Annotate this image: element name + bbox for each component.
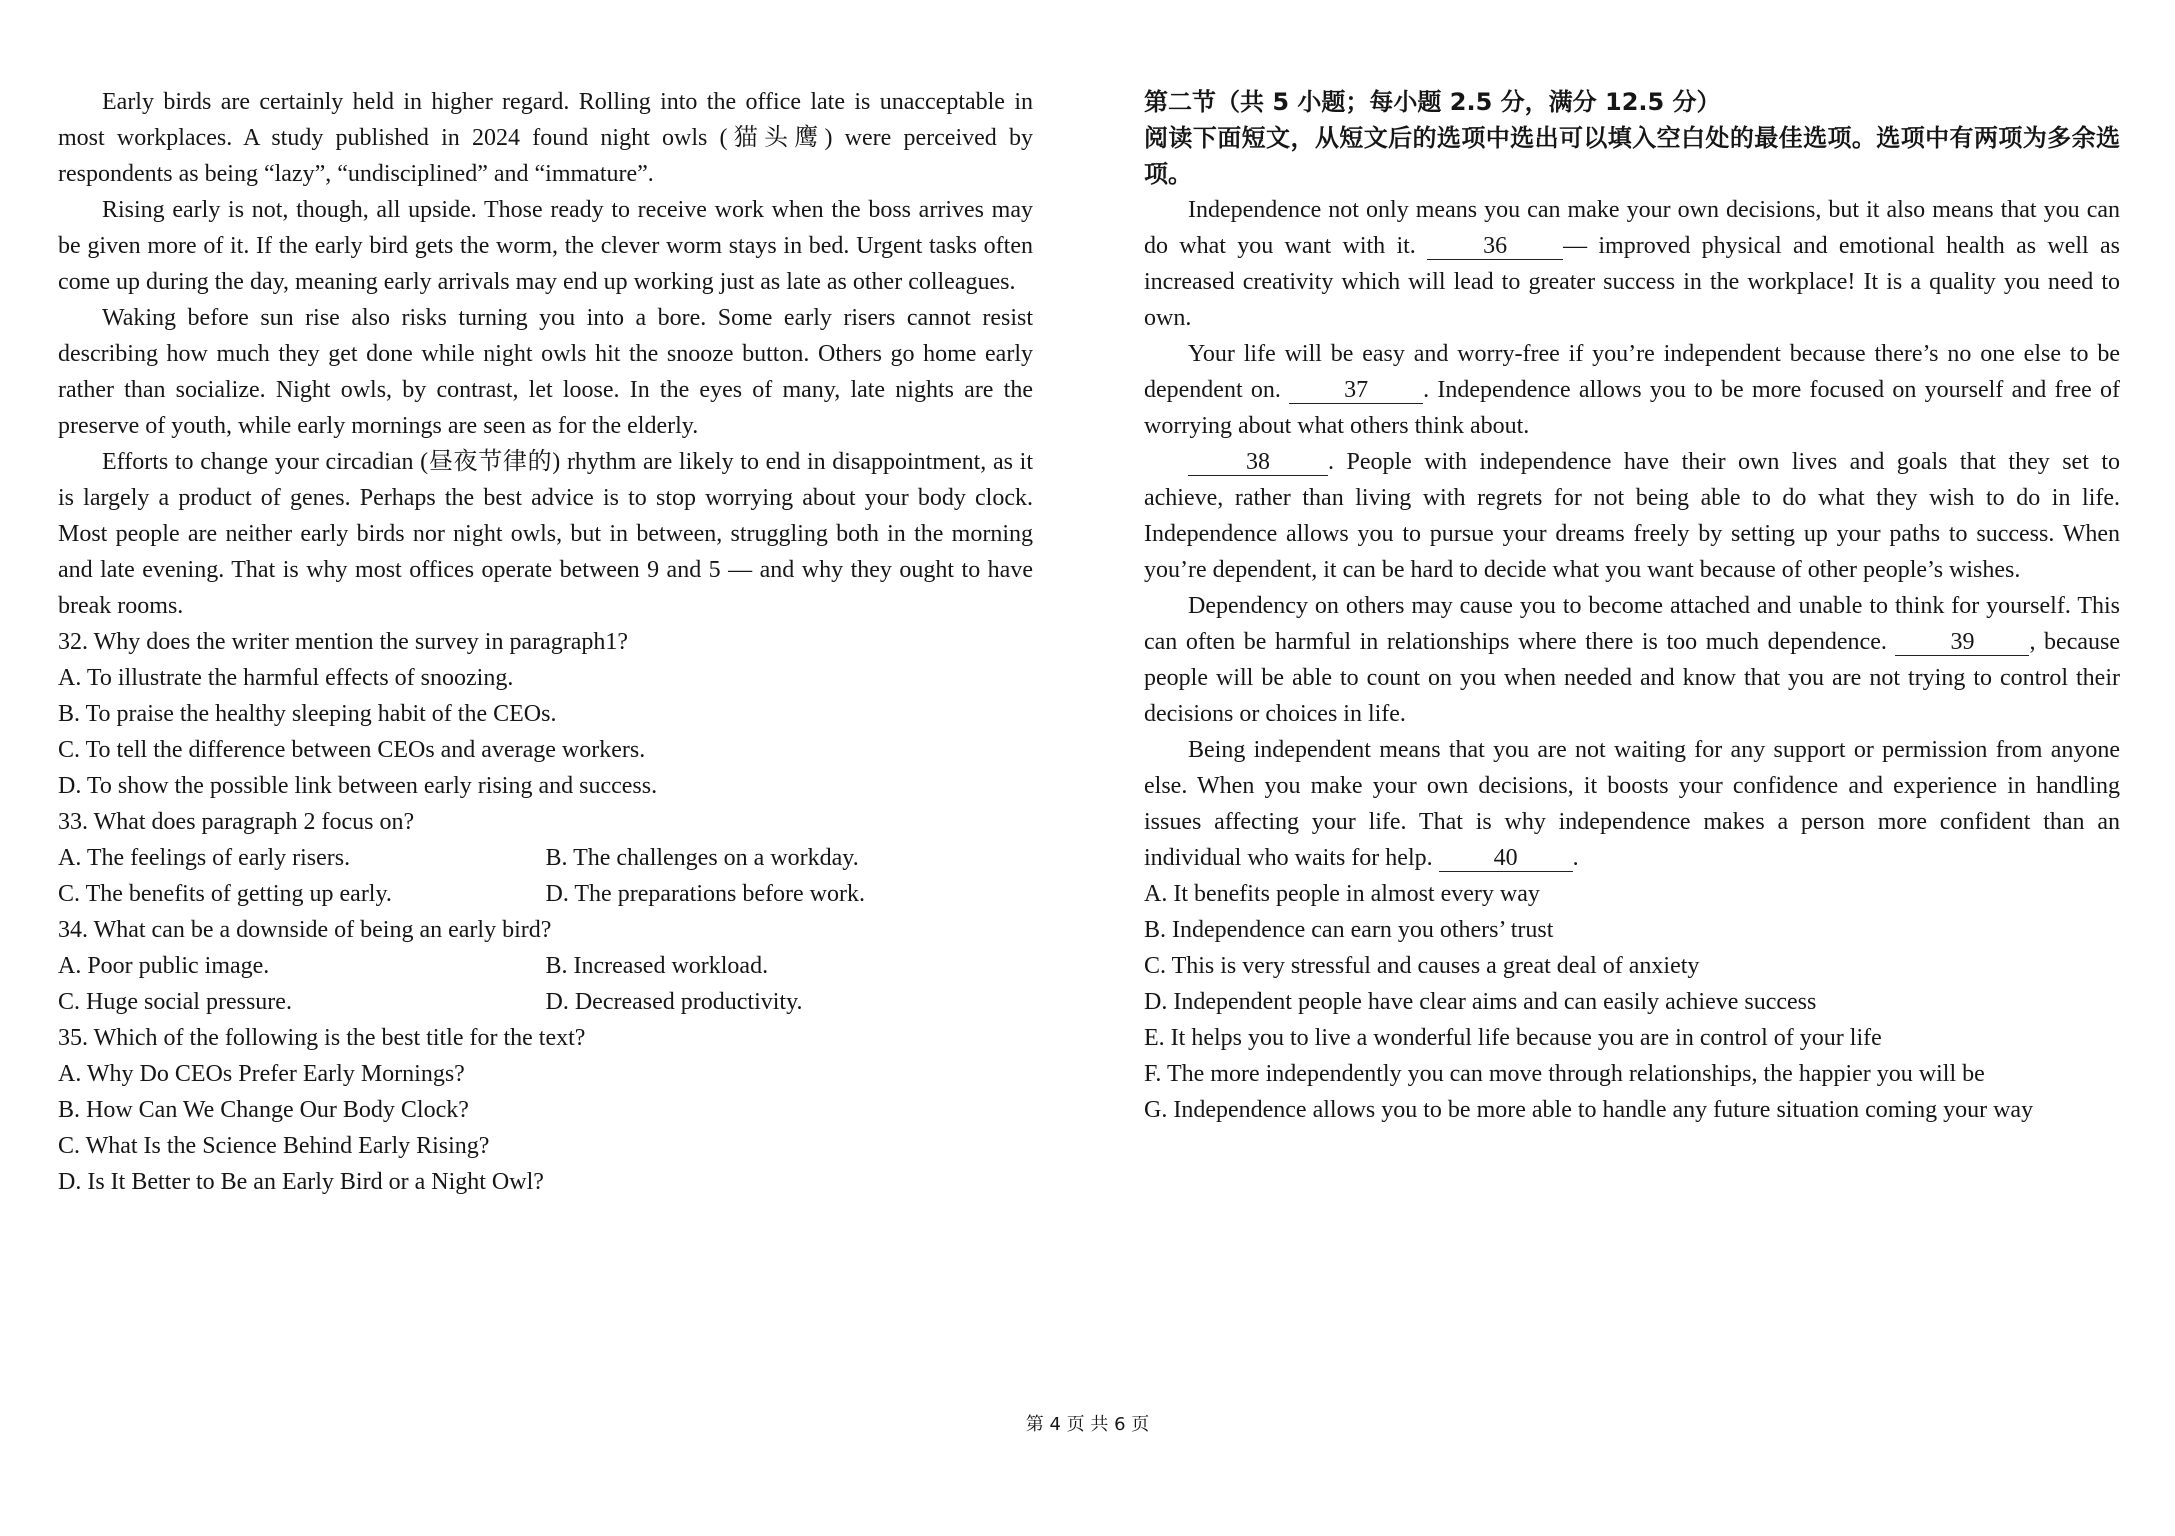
paragraph-text: . bbox=[1572, 845, 1579, 871]
option-c: C. What Is the Science Behind Early Rising? bbox=[58, 1133, 490, 1159]
paragraph-text: , because people will be able to count on you when needed and know that you are not trying to control their decisions or choices in life. bbox=[1144, 629, 2121, 727]
question-stem: 34. What can be a downside of being an early bird? bbox=[58, 917, 552, 943]
option-c: C. This is very stressful and causes a great deal of anxiety bbox=[1144, 953, 1700, 979]
option-c: C. Huge social pressure. bbox=[58, 989, 292, 1015]
question-34 bbox=[58, 912, 1033, 1020]
cloze-paragraph-2 bbox=[1144, 336, 2120, 444]
section-title: 第二节（共 5 小题；每小题 2.5 分，满分 12.5 分） bbox=[1144, 88, 1721, 116]
question-33 bbox=[58, 804, 1033, 912]
paragraph-text: Independence not only means you can make your own decisions, but it also means that you can do what you want with it. bbox=[1144, 197, 2120, 259]
cloze-paragraph-1 bbox=[1144, 192, 2120, 336]
option-b: B. To praise the healthy sleeping habit of the CEOs. bbox=[58, 701, 557, 727]
question-32 bbox=[58, 624, 1033, 804]
option-a: A. It benefits people in almost every way bbox=[1144, 881, 1540, 907]
option-b: B. Independence can earn you others’ trust bbox=[1144, 917, 1554, 943]
option-a: A. To illustrate the harmful effects of snoozing. bbox=[58, 665, 514, 691]
passage-paragraph: Efforts to change your circadian (昼夜节律的) rhythm are likely to end in disappointment, as it is largely a product of genes. Perhaps the best advice is to stop worrying about your body clock. Most people are neither early birds nor night owls, but in between, struggling both in the morning and late evening. That is why most offices operate between 9 and 5 — and why they ought to have break rooms. bbox=[58, 449, 1033, 619]
option-a: A. Why Do CEOs Prefer Early Mornings? bbox=[58, 1061, 465, 1087]
passage-paragraph: Waking before sun rise also risks turning you into a bore. Some early risers cannot resist describing how much they get done while night owls hit the snooze button. Others go home early rather than socialize. Night owls, by contrast, let loose. In the eyes of many, late nights are the preserve of youth, while early mornings are seen as for the elderly. bbox=[58, 305, 1033, 439]
cloze-paragraph-3 bbox=[1144, 444, 2120, 588]
option-d: D. Is It Better to Be an Early Bird or a Night Owl? bbox=[58, 1169, 544, 1195]
option-b: B. How Can We Change Our Body Clock? bbox=[58, 1097, 469, 1123]
passage-paragraph: Rising early is not, though, all upside. Those ready to receive work when the boss arrives may be given more of it. If the early bird gets the worm, the clever worm stays in bed. Urgent tasks often come up during the day, meaning early arrivals may end up working just as late as other colleagues. bbox=[58, 197, 1033, 295]
option-d: D. Independent people have clear aims and can easily achieve success bbox=[1144, 989, 1817, 1015]
cloze-paragraph-4 bbox=[1144, 588, 2120, 732]
paragraph-text: Your life will be easy and worry-free if you’re independent because there’s no one else to be dependent on. bbox=[1144, 341, 2120, 403]
option-b: B. The challenges on a workday. bbox=[545, 845, 859, 871]
answer-options bbox=[1144, 876, 2120, 1128]
passage-paragraph: Early birds are certainly held in higher regard. Rolling into the office late is unacceptable in most workplaces. A study published in 2024 found night owls (猫头鹰) were perceived by respondents as being “lazy”, “undisciplined” and “immature”. bbox=[58, 89, 1033, 187]
option-c: C. To tell the difference between CEOs and average workers. bbox=[58, 737, 646, 763]
paragraph-text: — improved physical and emotional health as well as increased creativity which will lead to greater success in the workplace! It is a quality you need to own. bbox=[1144, 233, 2120, 331]
left-column bbox=[58, 84, 1033, 1200]
option-d: D. To show the possible link between early rising and success. bbox=[58, 773, 658, 799]
option-c: C. The benefits of getting up early. bbox=[58, 881, 392, 907]
option-d: D. Decreased productivity. bbox=[545, 989, 803, 1015]
question-stem: 33. What does paragraph 2 focus on? bbox=[58, 809, 415, 835]
paragraph-text: Dependency on others may cause you to become attached and unable to think for yourself. This can often be harmful in relationships where there is too much dependence. bbox=[1144, 593, 2120, 655]
option-g: G. Independence allows you to be more able to handle any future situation coming your way bbox=[1144, 1097, 2034, 1123]
option-e: E. It helps you to live a wonderful life because you are in control of your life bbox=[1144, 1025, 1882, 1051]
paragraph-text: . Independence allows you to be more focused on yourself and free of worrying about what others think about. bbox=[1144, 377, 2121, 439]
section-instructions: 阅读下面短文，从短文后的选项中选出可以填入空白处的最佳选项。选项中有两项为多余选项。 bbox=[1144, 124, 2120, 188]
option-f: F. The more independently you can move through relationships, the happier you will be bbox=[1144, 1061, 1985, 1087]
blank-36: 36 bbox=[1427, 233, 1563, 260]
blank-37: 37 bbox=[1289, 377, 1423, 404]
option-a: A. The feelings of early risers. bbox=[58, 845, 351, 871]
page-number: 第 4 页 共 6 页 bbox=[1025, 1414, 1150, 1435]
cloze-paragraph-5 bbox=[1144, 732, 2120, 876]
option-d: D. The preparations before work. bbox=[545, 881, 865, 907]
option-a: A. Poor public image. bbox=[58, 953, 270, 979]
blank-38: 38 bbox=[1188, 449, 1328, 476]
right-column bbox=[1144, 84, 2120, 1128]
blank-39: 39 bbox=[1895, 629, 2029, 656]
question-stem: 35. Which of the following is the best title for the text? bbox=[58, 1025, 586, 1051]
question-35 bbox=[58, 1020, 1033, 1200]
paragraph-text: Being independent means that you are not waiting for any support or permission from anyone else. When you make your own decisions, it boosts your confidence and experience in handling issues affecting your life. That is why independence makes a person more confident than an individual who waits for help. bbox=[1144, 737, 2120, 871]
option-b: B. Increased workload. bbox=[545, 953, 769, 979]
question-stem: 32. Why does the writer mention the survey in paragraph1? bbox=[58, 629, 629, 655]
paragraph-text: . People with independence have their own lives and goals that they set to achieve, rather than living with regrets for not being able to do what they wish to do in life. Independence allows you to pursue your dreams freely by setting up your paths to success. When you’re dependent, it can be hard to decide what you want because of other people’s wishes. bbox=[1144, 449, 2120, 583]
blank-40: 40 bbox=[1439, 845, 1573, 872]
